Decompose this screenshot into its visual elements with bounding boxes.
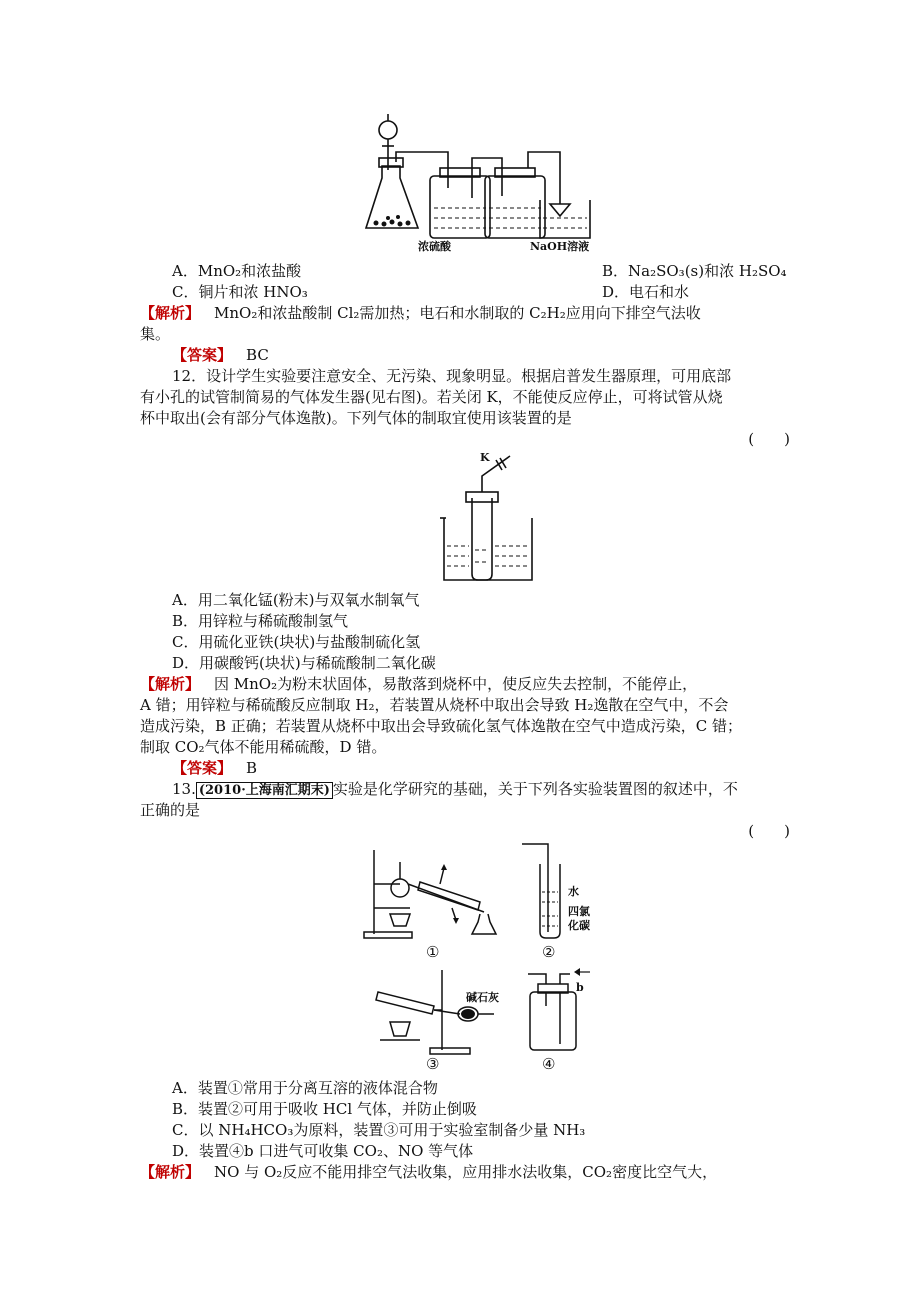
fig-label-soda-lime: 碱石灰 [466, 991, 499, 1004]
q12-stem-line-2: 有小孔的试管制简易的气体发生器(见右图)。若关闭 K，不能使反应停止，可将试管从烧 [140, 388, 723, 406]
q11-option-d: D．电石和水 [602, 283, 690, 301]
q12-analysis-line-3: 造成污染，B 正确；若装置从烧杯中取出会导致硫化氢气体逸散在空气中造成污染，C 错； [140, 717, 743, 735]
figure-q13-distillation [360, 842, 510, 942]
q11-option-row-2 [172, 282, 822, 302]
q13-stem-line-1: 13. (2010·上海南汇期末) 实验是化学研究的基础，关于下列各实验装置图的叙述中，不 [172, 780, 738, 798]
q12-stem-line-3: 杯中取出(会有部分气体逸散)。下列气体的制取宜使用该装置的是 [140, 409, 572, 427]
q11-answer-value: BC [246, 346, 269, 364]
beaker-tube-diagram [436, 448, 556, 588]
q12-option-b: B．用锌粒与稀硫酸制氢气 [172, 612, 349, 630]
q12-answer [172, 758, 822, 778]
answer-blank: ( ) [748, 430, 790, 448]
fig-label-ccl4-1: 四氯 [568, 905, 590, 918]
q11-analysis-text: MnO₂和浓盐酸制 Cl₂需加热；电石和水制取的 C₂H₂应用向下排空气法收 [214, 304, 701, 322]
q12-stem-line-1: 12．设计学生实验要注意安全、无污染、现象明显。根据启普发生器原理，可用底部 [172, 367, 732, 385]
analysis-tag: 【解析】 [140, 304, 201, 322]
q12-analysis-line-2: A 错；用锌粒与稀硫酸反应制取 H₂，若装置从烧杯中取出会导致 H₂逸散在空气中，不会 [140, 696, 729, 714]
distillation-diagram [360, 842, 510, 942]
q13-option-d: D．装置④b 口进气可收集 CO₂、NO 等气体 [172, 1142, 474, 1160]
fig-number-3: ③ [426, 1055, 440, 1073]
fig-number-2: ② [542, 943, 556, 961]
q13-option-c: C．以 NH₄HCO₃为原料，装置③可用于实验室制备少量 NH₃ [172, 1121, 586, 1139]
figure-q13-heating-tube [370, 966, 500, 1056]
q11-answer [172, 345, 822, 365]
q13-option-b: B．装置②可用于吸收 HCl 气体，并防止倒吸 [172, 1100, 477, 1118]
q12-analysis-text: 因 MnO₂为粉末状固体，易散落到烧杯中，使反应失去控制，不能停止， [214, 675, 698, 693]
q12-option-c: C．用硫化亚铁(块状)与盐酸制硫化氢 [172, 633, 421, 651]
fig-label-naoh-solution: NaOH溶液 [530, 240, 590, 253]
analysis-tag: 【解析】 [140, 1163, 201, 1181]
q12-analysis-line-4: 制取 CO₂气体不能用稀硫酸，D 错。 [140, 738, 387, 756]
q12-analysis-line-1 [140, 674, 790, 694]
source-tag: (2010·上海南汇期末) [196, 782, 333, 799]
test-tube-diagram [520, 842, 570, 942]
q11-analysis-line-2: 集。 [140, 325, 171, 343]
answer-tag: 【答案】 [172, 346, 233, 364]
figure-q13-test-tube [520, 842, 570, 942]
q13-stem-line-2: 正确的是 [140, 801, 201, 819]
q12-option-a: A．用二氧化锰(粉末)与双氧水制氧气 [172, 591, 420, 609]
q12-option-d: D．用碳酸钙(块状)与稀硫酸制二氧化碳 [172, 654, 436, 672]
q13-analysis-text: NO 与 O₂反应不能用排空气法收集，应用排水法收集，CO₂密度比空气大， [214, 1163, 718, 1181]
analysis-tag: 【解析】 [140, 675, 201, 693]
heating-tube-diagram [370, 966, 500, 1056]
q11-option-a: A．MnO₂和浓盐酸 [172, 262, 302, 280]
fig-label-b: b [576, 981, 584, 994]
answer-blank: ( ) [748, 822, 790, 840]
q13-analysis-line-1 [140, 1162, 790, 1182]
fig-number-1: ① [426, 943, 440, 961]
fig-label-water: 水 [568, 885, 579, 898]
fig-label-valve-k: K [480, 451, 490, 464]
q11-option-c: C．铜片和浓 HNO₃ [172, 283, 308, 301]
q12-answer-value: B [246, 759, 258, 777]
q11-analysis-line-1 [140, 303, 790, 323]
fig-number-4: ④ [542, 1055, 556, 1073]
q11-option-b: B．Na₂SO₃(s)和浓 H₂SO₄ [602, 262, 787, 280]
q11-option-row-1 [172, 261, 822, 281]
figure-q12-generator [436, 448, 556, 588]
fig-label-sulfuric-acid: 浓硫酸 [418, 240, 451, 253]
fig-label-ccl4-2: 化碳 [568, 919, 590, 932]
q13-option-a: A．装置①常用于分离互溶的液体混合物 [172, 1079, 438, 1097]
answer-tag: 【答案】 [172, 759, 233, 777]
